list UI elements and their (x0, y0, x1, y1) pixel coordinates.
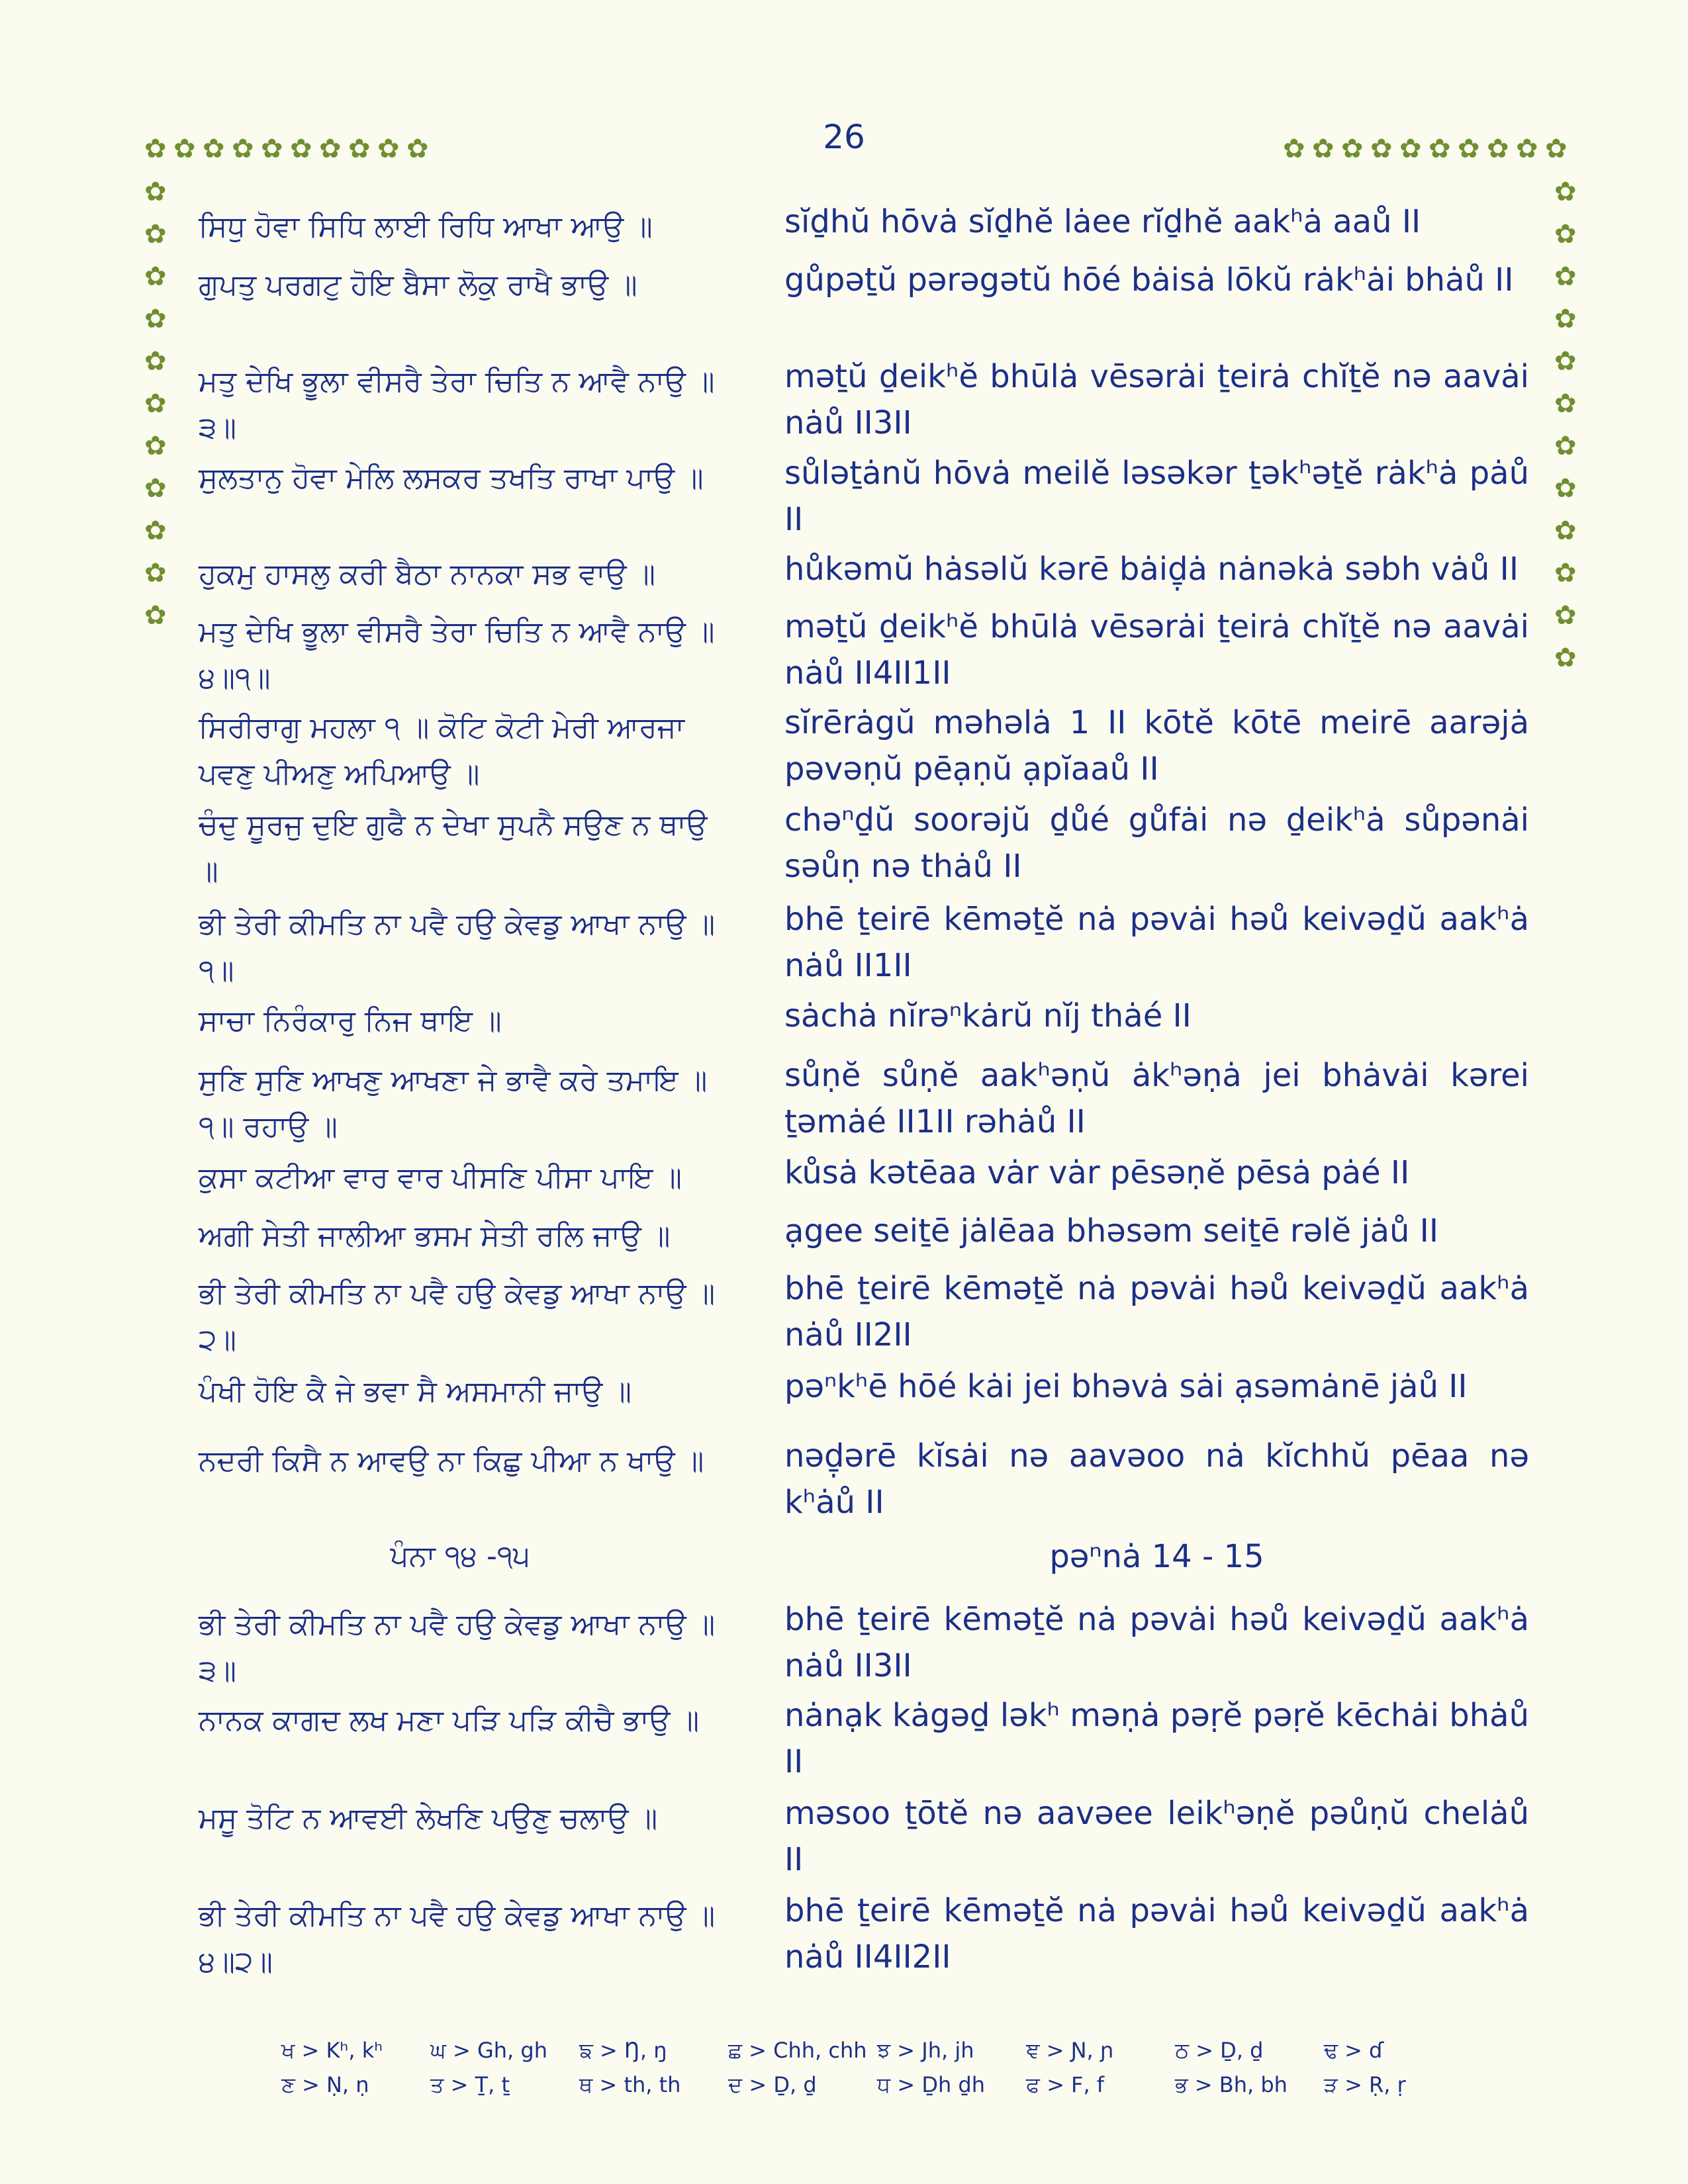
flower-ornament-icon: ✿ (144, 261, 167, 292)
flower-ornament-icon: ✿ (1554, 388, 1577, 419)
flower-ornament-icon: ✿ (144, 473, 167, 504)
gurmukhi-line: ਗੁਪਤੁ ਪਰਗਟੁ ਹੋਇ ਬੈਸਾ ਲੋਕੁ ਰਾਖੈ ਭਾਉ ॥ (199, 268, 637, 302)
flower-ornament-icon: ✿ (290, 134, 312, 164)
flower-ornament-icon: ✿ (1554, 558, 1577, 588)
flower-ornament-icon: ✿ (1554, 516, 1577, 546)
legend-item: ਣ > Ṇ, ṇ (281, 2072, 369, 2097)
flower-ornament-icon: ✿ (319, 134, 342, 164)
legend-row (281, 2068, 1473, 2102)
transliteration-line: məsoo ṯōtĕ nə aavəee leikʰəṇĕ pəůṇŭ chelȧů II (784, 1795, 1529, 1878)
transliteration-line: bhē ṯeirē kēməṯĕ nȧ pəvȧi həů keivəḏŭ aakʰȧ nȧů II2II (784, 1270, 1529, 1353)
flower-ornament-icon: ✿ (261, 134, 283, 164)
flower-ornament-icon: ✿ (144, 134, 167, 164)
transliteration-line: gůpəṯŭ pərəgətŭ hōé bȧisȧ lōkŭ rȧkʰȧi bhȧů II (784, 261, 1514, 298)
legend-item: ਝ > Jh, jh (877, 2038, 974, 2063)
transliteration-line: məṯŭ ḏeikʰĕ bhūlȧ vēsərȧi ṯeirȧ chĭṯĕ nə aavȧi nȧů II3II (784, 358, 1529, 441)
gurmukhi-line: ਸਿਰੀਰਾਗੁ ਮਹਲਾ ੧ ॥ ਕੋਟਿ ਕੋਟੀ ਮੇਰੀ ਆਰਜਾ ਪਵਣੁ ਪੀਅਣੁ ਅਪਿਆਉ ॥ (199, 711, 685, 791)
gurmukhi-line: ਚੰਦੁ ਸੂਰਜੁ ਦੁਇ ਗੁਫੈ ਨ ਦੇਖਾ ਸੁਪਨੈ ਸਉਣ ਨ ਥਾਉ ॥ (199, 808, 708, 888)
flower-ornament-icon: ✿ (203, 134, 225, 164)
gurmukhi-line: ਭੀ ਤੇਰੀ ਕੀਮਤਿ ਨਾ ਪਵੈ ਹਉ ਕੇਵਡੁ ਆਖਾ ਨਾਉ ॥੨॥ (199, 1277, 716, 1357)
flower-ornament-icon: ✿ (1554, 643, 1577, 673)
flower-ornament-icon: ✿ (1341, 134, 1364, 164)
legend-item: ੜ > Ṛ, ṛ (1324, 2072, 1406, 2097)
flower-ornament-icon: ✿ (1554, 600, 1577, 631)
legend-item: ਠ > Ḏ, ḏ (1175, 2038, 1264, 2063)
gurmukhi-line: ਸਿਧੁ ਹੋਵਾ ਸਿਧਿ ਲਾਈ ਰਿਧਿ ਆਖਾ ਆਉ ॥ (199, 210, 653, 244)
transliteration-line: sĭrērȧgŭ məhəlȧ 1 II kōtĕ kōtē meirē aarəjȧ pəvəṇŭ pēạṇŭ ạpĭaaů II (784, 704, 1529, 788)
transliteration-line: bhē ṯeirē kēməṯĕ nȧ pəvȧi həů keivəḏŭ aakʰȧ nȧů II1II (784, 901, 1529, 984)
flower-ornament-icon: ✿ (144, 177, 167, 207)
gurmukhi-line: ਨਾਨਕ ਕਾਗਦ ਲਖ ਮਣਾ ਪੜਿ ਪੜਿ ਕੀਚੈ ਭਾਉ ॥ (199, 1704, 700, 1737)
legend-item: ਛ > Chh, chh (728, 2038, 867, 2063)
flower-ornament-icon: ✿ (406, 134, 429, 164)
flower-ornament-icon: ✿ (1399, 134, 1422, 164)
transliteration-line: pəⁿkʰē hōé kȧi jei bhəvȧ sȧi ạsəmȧnē jȧů II (784, 1368, 1468, 1405)
flower-ornament-icon: ✿ (1487, 134, 1509, 164)
gurmukhi-line: ਮਤੁ ਦੇਖਿ ਭੂਲਾ ਵੀਸਰੈ ਤੇਰਾ ਚਿਤਿ ਨ ਆਵੈ ਨਾਉ ॥੪॥੧॥ (199, 615, 715, 695)
transliteration-line: nəḏ̣ərē kĭsȧi nə aavəoo nȧ kĭchhŭ pēaa nə kʰȧů II (784, 1437, 1529, 1521)
legend-item: ਘ > Gh, gh (430, 2038, 547, 2063)
gurmukhi-line: ਨਦਰੀ ਕਿਸੈ ਨ ਆਵਉ ਨਾ ਕਿਛੁ ਪੀਆ ਨ ਖਾਉ ॥ (199, 1444, 704, 1478)
transliteration-line: kůsȧ kətēaa vȧr vȧr pēsəṇĕ pēsȧ pȧé II (784, 1154, 1410, 1191)
flower-ornament-icon: ✿ (1554, 473, 1577, 504)
transliteration-key (281, 2033, 1473, 2102)
flower-ornament-icon: ✿ (377, 134, 400, 164)
flower-ornament-icon: ✿ (144, 388, 167, 419)
flower-ornament-icon: ✿ (1370, 134, 1393, 164)
gurmukhi-line: ਭੀ ਤੇਰੀ ਕੀਮਤਿ ਨਾ ਪਵੈ ਹਉ ਕੇਵਡੁ ਆਖਾ ਨਾਉ ॥੪॥੨॥ (199, 1899, 716, 1979)
flower-ornament-icon: ✿ (144, 431, 167, 461)
flower-ornament-icon: ✿ (1283, 134, 1305, 164)
transliteration-line: məṯŭ ḏeikʰĕ bhūlȧ vēsərȧi ṯeirȧ chĭṯĕ nə aavȧi nȧů II4II1II (784, 608, 1529, 692)
gurmukhi-line: ਸੁਲਤਾਨੁ ਹੋਵਾ ਮੇਲਿ ਲਸਕਰ ਤਖਤਿ ਰਾਖਾ ਪਾਉ ॥ (199, 461, 704, 495)
gurmukhi-line: ਅਗੀ ਸੇਤੀ ਜਾਲੀਆ ਭਸਮ ਸੇਤੀ ਰਲਿ ਜਾਉ ॥ (199, 1219, 671, 1253)
legend-item: ਭ > Bh, bh (1175, 2072, 1288, 2097)
flower-ornament-icon: ✿ (1429, 134, 1451, 164)
legend-item: ਖ > Kʰ, kʰ (281, 2038, 383, 2063)
transliteration-line: sůləṯȧnŭ hōvȧ meilĕ ləsəkər ṯəkʰəṯĕ rȧkʰȧ pȧů II (784, 455, 1529, 538)
flower-ornament-icon: ✿ (144, 600, 167, 631)
flower-ornament-icon: ✿ (144, 346, 167, 377)
transliteration-line: sĭḏhŭ hōvȧ sĭḏhĕ lȧee rĭḏhĕ aakʰȧ aaů II (784, 203, 1421, 240)
gurmukhi-line: ਪੰਖੀ ਹੋਇ ਕੈ ਜੇ ਭਵਾ ਸੈ ਅਸਮਾਨੀ ਜਾਉ ॥ (199, 1375, 632, 1408)
flower-ornament-icon: ✿ (1554, 261, 1577, 292)
transliteration-line: chəⁿḏŭ soorəjŭ ḏůé gůfȧi nə ḏeikʰȧ sůpənȧi səůṇ nə thȧů II (784, 801, 1529, 885)
legend-item: ਤ > Ṯ, ṯ (430, 2072, 510, 2097)
transliteration-line: ạgee seiṯē jȧlēaa bhəsəm seiṯē rəlĕ jȧů II (784, 1212, 1438, 1250)
flower-ornament-icon: ✿ (144, 516, 167, 546)
flower-ornament-icon: ✿ (144, 304, 167, 334)
flower-ornament-icon: ✿ (348, 134, 371, 164)
legend-item: ਥ > th, th (579, 2072, 681, 2097)
legend-item: ਦ > Ḏ, ḏ (728, 2072, 817, 2097)
flower-ornament-icon: ✿ (1554, 346, 1577, 377)
transliteration-line: sȧchȧ nĭrəⁿkȧrŭ nĭj thȧé II (784, 997, 1192, 1034)
page-number: 26 (823, 118, 865, 156)
legend-row (281, 2033, 1473, 2068)
gurmukhi-line: ਭੀ ਤੇਰੀ ਕੀਮਤਿ ਨਾ ਪਵੈ ਹਉ ਕੇਵਡੁ ਆਖਾ ਨਾਉ ॥੧॥ (199, 907, 716, 987)
transliteration-line: nȧnạk kȧgəḏ ləkʰ məṇȧ pəṛĕ pəṛĕ kēchȧi bhȧů II (784, 1697, 1529, 1780)
flower-ornament-icon: ✿ (1554, 177, 1577, 207)
flower-ornament-icon: ✿ (1554, 431, 1577, 461)
flower-ornament-icon: ✿ (1554, 219, 1577, 250)
flower-ornament-icon: ✿ (144, 558, 167, 588)
gurmukhi-line: ਕੁਸਾ ਕਟੀਆ ਵਾਰ ਵਾਰ ਪੀਸਣਿ ਪੀਸਾ ਪਾਇ ॥ (199, 1161, 682, 1195)
flower-ornament-icon: ✿ (173, 134, 196, 164)
gurmukhi-line: ਮਤੁ ਦੇਖਿ ਭੂਲਾ ਵੀਸਰੈ ਤੇਰਾ ਚਿਤਿ ਨ ਆਵੈ ਨਾਉ ॥੩॥ (199, 365, 715, 445)
gurmukhi-line: ਸਾਚਾ ਨਿਰੰਕਾਰੁ ਨਿਜ ਥਾਇ ॥ (199, 1004, 502, 1038)
gurmukhi-line: ਭੀ ਤੇਰੀ ਕੀਮਤਿ ਨਾ ਪਵੈ ਹਉ ਕੇਵਡੁ ਆਖਾ ਨਾਉ ॥੩॥ (199, 1608, 716, 1688)
legend-item: ਢ > ɗ (1324, 2038, 1384, 2063)
flower-ornament-icon: ✿ (1516, 134, 1538, 164)
flower-ornament-icon: ✿ (1545, 134, 1568, 164)
flower-ornament-icon: ✿ (1458, 134, 1480, 164)
gurmukhi-line: ਹੁਕਮੁ ਹਾਸਲੁ ਕਰੀ ਬੈਠਾ ਨਾਨਕਾ ਸਭ ਵਾਉ ॥ (199, 557, 656, 591)
transliteration-line: hůkəmŭ hȧsəlŭ kərē bȧiḏ̣ȧ nȧnəkȧ səbh vȧů II (784, 551, 1519, 588)
flower-ornament-icon: ✿ (144, 219, 167, 250)
legend-item: ਫ > F, f (1026, 2072, 1105, 2097)
flower-ornament-icon: ✿ (1554, 304, 1577, 334)
gurmukhi-line: ਸੁਣਿ ਸੁਣਿ ਆਖਣੁ ਆਖਣਾ ਜੇ ਭਾਵੈ ਕਰੇ ਤਮਾਇ ॥੧॥ ਰਹਾਉ ॥ (199, 1064, 708, 1144)
gurmukhi-line: ਮਸੂ ਤੋਟਿ ਨ ਆਵਈ ਲੇਖਣਿ ਪਉਣੁ ਚਲਾਉ ॥ (199, 1801, 658, 1835)
transliteration-line: bhē ṯeirē kēməṯĕ nȧ pəvȧi həů keivəḏŭ aakʰȧ nȧů II3II (784, 1601, 1529, 1684)
page-reference-gurmukhi: ਪੰਨਾ ੧੪ -੧੫ (390, 1539, 530, 1573)
legend-item: ਞ > Ɲ, ɲ (1026, 2038, 1114, 2063)
legend-item: ਧ > Ḏh ḏh (877, 2072, 986, 2097)
transliteration-line: bhē ṯeirē kēməṯĕ nȧ pəvȧi həů keivəḏŭ aakʰȧ nȧů II4II2II (784, 1892, 1529, 1976)
flower-ornament-icon: ✿ (232, 134, 254, 164)
transliteration-line: sůṇĕ sůṇĕ aakʰəṇŭ ȧkʰəṇȧ jei bhȧvȧi kərei ṯəmȧé II1II rəhȧů II (784, 1057, 1529, 1140)
legend-item: ਙ > Ŋ, ŋ (579, 2038, 667, 2063)
page-reference-translit: pəⁿnȧ 14 - 15 (1049, 1538, 1264, 1575)
flower-ornament-icon: ✿ (1312, 134, 1335, 164)
